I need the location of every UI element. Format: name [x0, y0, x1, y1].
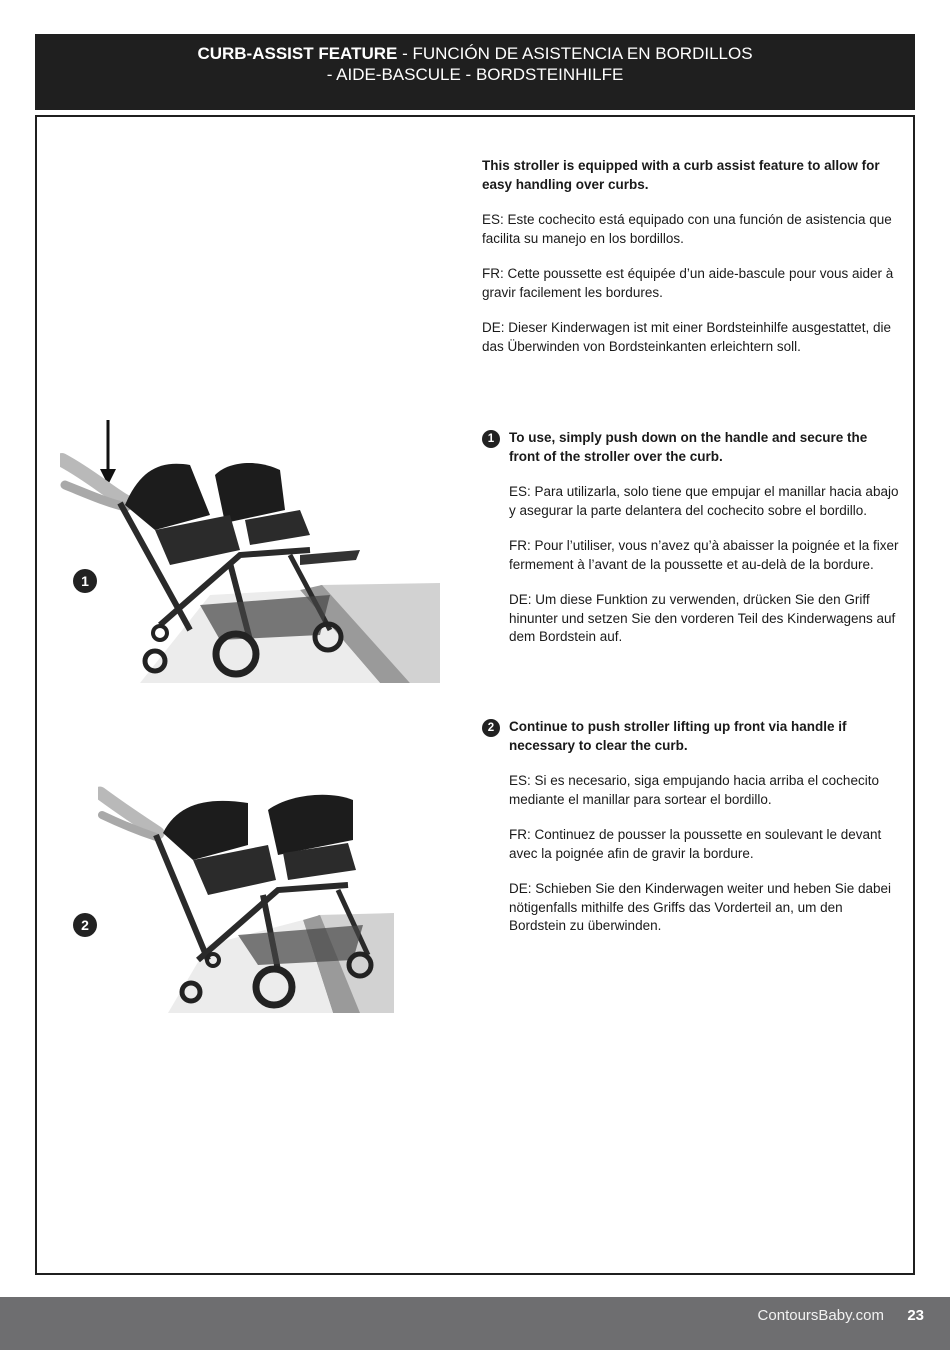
header-title-bold: CURB-ASSIST FEATURE [197, 44, 398, 63]
footer-website: ContoursBaby.com [757, 1307, 884, 1324]
step-1-en: To use, simply push down on the handle and secure the front of the stroller over the curb. [509, 430, 868, 464]
stroller-curb-photo-2 [98, 785, 394, 1015]
figure-2-badge: 2 [73, 913, 97, 937]
footer-page-number: 23 [907, 1307, 924, 1324]
intro-fr: FR: Cette poussette est équipée d’un aide-bascule pour vous aider à gravir facilement les bordures. [482, 266, 894, 300]
intro-es: ES: Este cochecito está equipado con una función de asistencia que facilita su manejo en los bordillos. [482, 212, 892, 246]
intro-en: This stroller is equipped with a curb assist feature to allow for easy handling over curbs. [482, 158, 880, 192]
step-2-es: ES: Si es necesario, siga empujando hacia arriba el cochecito mediante el manillar para sortear el bordillo. [509, 773, 879, 807]
intro-text [482, 157, 900, 373]
step-2-en: Continue to push stroller lifting up front via handle if necessary to clear the curb. [509, 719, 847, 753]
step-2-badge: 2 [482, 719, 500, 737]
step-2-fr: FR: Continuez de pousser la poussette en soulevant le devant avec la poignée afin de gravir la bordure. [509, 827, 882, 861]
step-1-text [509, 429, 899, 664]
step-1-de: DE: Um diese Funktion zu verwenden, drücken Sie den Griff hinunter und setzen Sie den vorderen Teil des Kinderwagens auf dem Bordstein auf. [509, 592, 896, 644]
step-1-badge: 1 [482, 430, 500, 448]
header-line-2: - AIDE-BASCULE - BORDSTEINHILFE [326, 65, 624, 84]
step-2-de: DE: Schieben Sie den Kinderwagen weiter und heben Sie dabei nötigenfalls mithilfe des Griffs das Vorderteil an, um den Bordstein zu überwinden. [509, 881, 892, 933]
intro-de: DE: Dieser Kinderwagen ist mit einer Bordsteinhilfe ausgestattet, die das Überwinden von Bordsteinkanten erleichtern soll. [482, 320, 891, 354]
header-title-rest: - FUNCIÓN DE ASISTENCIA EN BORDILLOS [397, 44, 753, 63]
step-1-es: ES: Para utilizarla, solo tiene que empujar el manillar hacia abajo y asegurar la parte delantera del cochecito sobre el bordillo. [509, 484, 899, 518]
stroller-curb-photo-1 [60, 415, 440, 685]
header-line-1 [35, 43, 915, 64]
figure-1-badge: 1 [73, 569, 97, 593]
page-header [35, 34, 915, 110]
page-footer [0, 1297, 950, 1350]
step-1-fr: FR: Pour l’utiliser, vous n’avez qu’à abaisser la poignée et la fixer fermement à l’avant de la poussette et au-delà de la bordure. [509, 538, 899, 572]
step-2-text [509, 718, 899, 953]
